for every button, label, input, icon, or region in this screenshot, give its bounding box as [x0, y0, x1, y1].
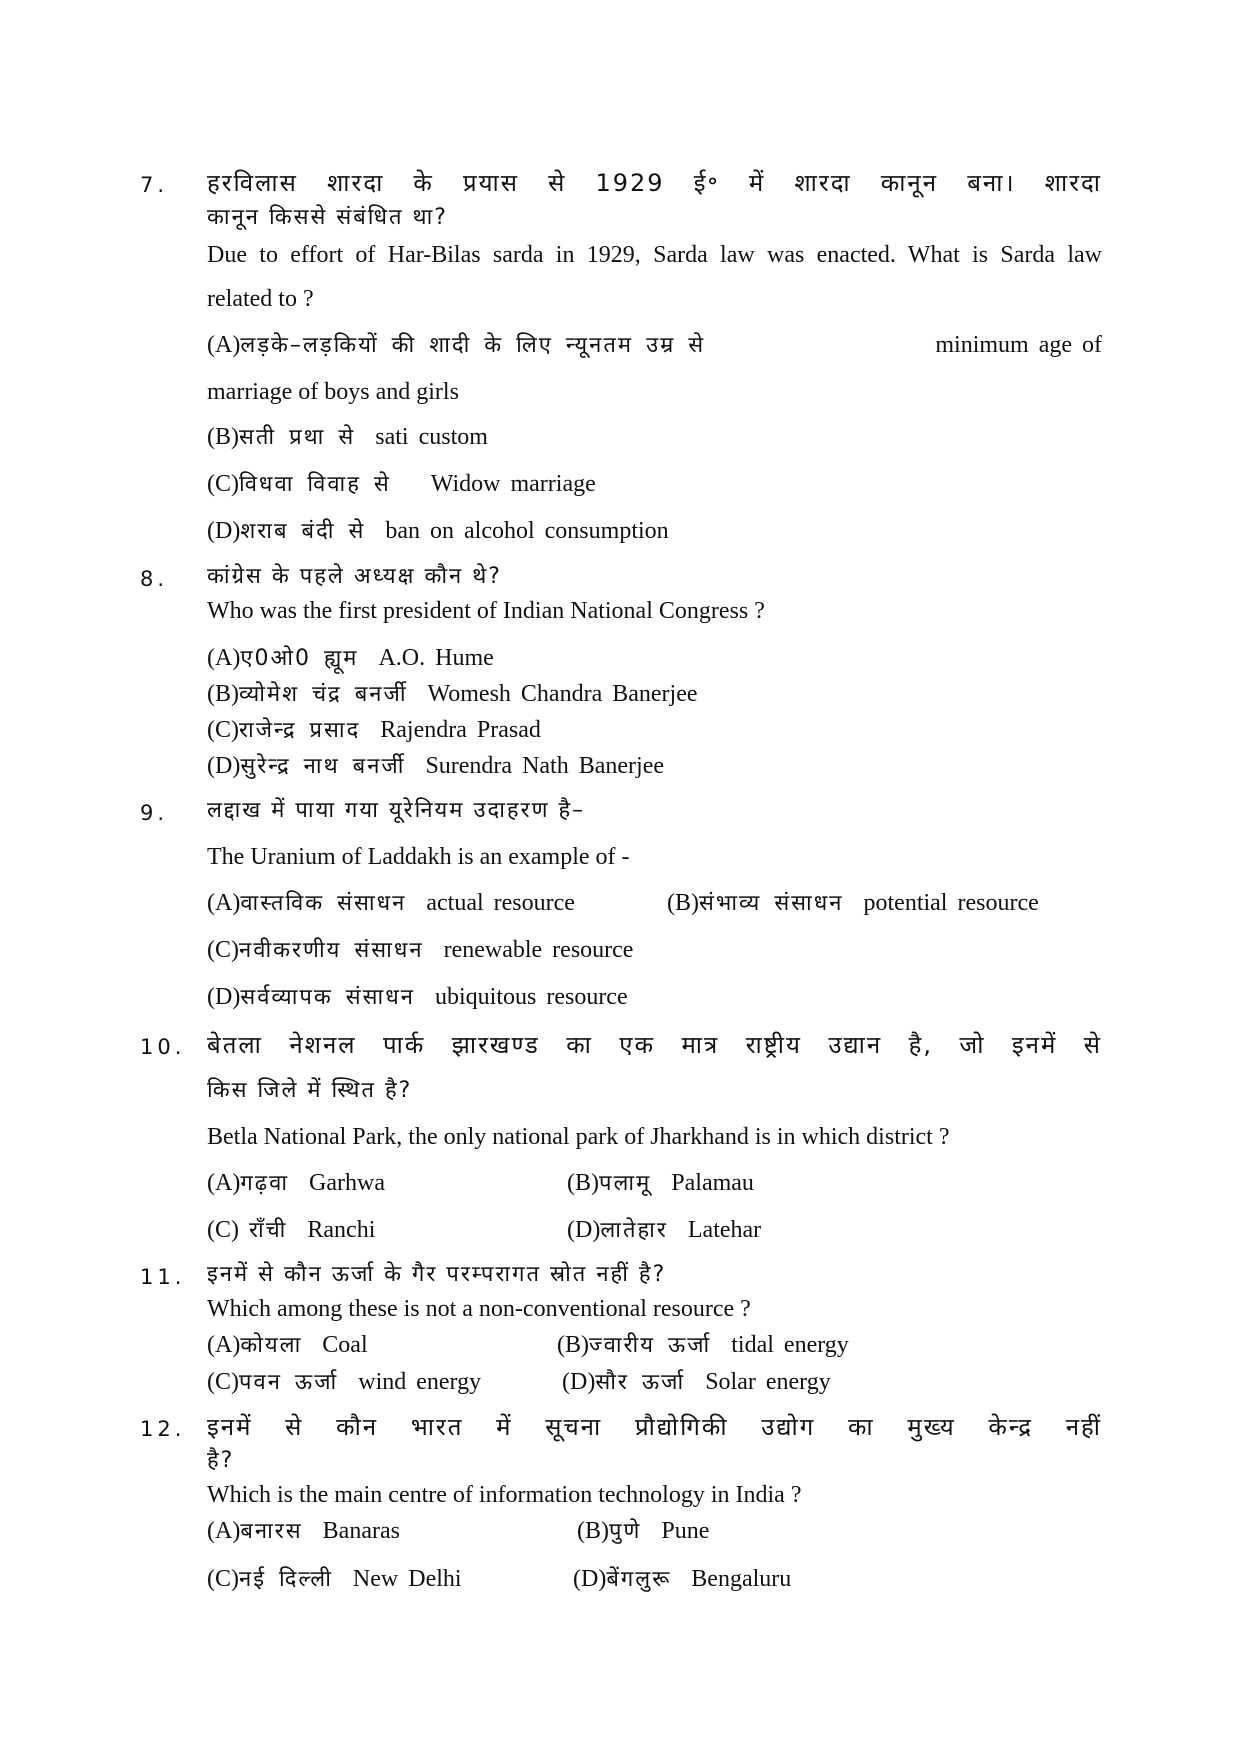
option-english: Widow marriage [430, 471, 596, 497]
question-hindi-text: किस जिले में स्थित है? [207, 1078, 413, 1103]
question-hindi-text: हरविलास शारदा के प्रयास से 1929 ई॰ में शारदा कानून बना। शारदा [207, 169, 1102, 197]
option-a [207, 330, 1102, 361]
question-english-text: Due to effort of Har-Bilas sarda in 1929, Sarda law was enacted. What is Sarda law [207, 242, 1102, 268]
option-english: Garhwa [309, 1170, 385, 1196]
option-d [562, 1367, 831, 1398]
option-hindi: बेंगलुरू [606, 1567, 672, 1592]
option-label: (A) [207, 1518, 241, 1544]
option-label: (B) [207, 681, 239, 707]
option-english: renewable resource [443, 937, 634, 963]
option-english: Solar energy [705, 1369, 831, 1395]
option-label: (C) [207, 1369, 239, 1395]
option-english: minimum age of [935, 332, 1102, 358]
option-english: Surendra Nath Banerjee [425, 753, 665, 779]
option-english: Womesh Chandra Banerjee [427, 681, 698, 707]
option-hindi: बनारस [240, 1519, 303, 1544]
option-label: (D) [207, 518, 241, 544]
option-b [207, 422, 488, 453]
option-hindi: गढ़वा [240, 1171, 290, 1196]
question-hindi-text: है? [207, 1448, 235, 1473]
option-b [557, 1330, 849, 1361]
option-english: Coal [322, 1332, 368, 1358]
option-a [207, 1516, 400, 1547]
option-d [207, 751, 664, 782]
option-hindi: सौर ऊर्जा [595, 1370, 686, 1395]
option-hindi: लातेहार [600, 1218, 668, 1243]
option-c [207, 469, 596, 500]
option-hindi: ए0ओ0 ह्यूम [240, 646, 359, 671]
option-d [207, 982, 628, 1013]
question-number: 11. [140, 1265, 186, 1289]
option-c [207, 1215, 375, 1246]
option-b [667, 888, 1039, 919]
option-english: Pune [661, 1518, 710, 1544]
option-english: actual resource [426, 890, 575, 916]
option-english: tidal energy [731, 1332, 849, 1358]
question-number: 10. [140, 1035, 186, 1059]
option-english: wind energy [358, 1369, 482, 1395]
option-c [207, 715, 541, 746]
option-hindi: नई दिल्ली [239, 1567, 333, 1592]
option-hindi: व्योमेश चंद्र बनर्जी [239, 682, 408, 707]
option-english: potential resource [863, 890, 1039, 916]
option-english: Bengaluru [691, 1566, 792, 1592]
option-b [207, 679, 698, 710]
option-hindi: राजेन्द्र प्रसाद [239, 718, 361, 743]
question-english-text: related to ? [207, 286, 314, 312]
option-c [207, 1367, 481, 1398]
option-label: (B) [207, 424, 239, 450]
option-hindi: पवन ऊर्जा [239, 1370, 339, 1395]
option-english: sati custom [375, 424, 488, 450]
option-hindi: राँची [249, 1218, 288, 1243]
option-label: (B) [667, 890, 699, 916]
option-english: ubiquitous resource [434, 984, 628, 1010]
option-english: Palamau [671, 1170, 754, 1196]
question-english-text: Who was the first president of Indian National Congress ? [207, 598, 765, 624]
option-label: (C) [207, 717, 239, 743]
option-label: (D) [573, 1566, 607, 1592]
option-english-continued: marriage of boys and girls [207, 379, 459, 405]
option-english: Rajendra Prasad [380, 717, 541, 743]
option-english: New Delhi [352, 1566, 462, 1592]
option-hindi: सती प्रथा से [239, 425, 356, 450]
option-label: (B) [567, 1170, 599, 1196]
option-label: (C) [207, 1566, 239, 1592]
option-label: (A) [207, 1332, 241, 1358]
option-d [567, 1215, 761, 1246]
question-number: 12. [140, 1417, 186, 1441]
option-label: (D) [562, 1369, 596, 1395]
option-c [207, 1564, 462, 1595]
option-hindi: सर्वव्यापक संसाधन [240, 985, 415, 1010]
option-label: (C) [207, 471, 239, 497]
option-label: (D) [207, 753, 241, 779]
option-label: (A) [207, 645, 241, 671]
question-number: 8. [140, 567, 169, 591]
question-english-text: The Uranium of Laddakh is an example of - [207, 844, 630, 870]
option-label: (B) [577, 1518, 609, 1544]
question-number: 7. [140, 173, 169, 197]
option-hindi: ज्वारीय ऊर्जा [589, 1333, 712, 1358]
option-hindi: विधवा विवाह से [239, 472, 391, 497]
option-hindi: वास्तविक संसाधन [240, 891, 407, 916]
option-a [207, 643, 494, 674]
option-label: (D) [207, 984, 241, 1010]
option-label: (C) [207, 937, 239, 963]
question-english-text: Which among these is not a non-conventional resource ? [207, 1296, 751, 1322]
option-d [573, 1564, 791, 1595]
option-hindi: पलामू [599, 1171, 652, 1196]
option-b [567, 1168, 754, 1199]
question-english-text: Betla National Park, the only national park of Jharkhand is in which district ? [207, 1124, 950, 1150]
option-english: Latehar [687, 1217, 762, 1243]
option-a [207, 1168, 385, 1199]
question-english-text: Which is the main centre of information technology in India ? [207, 1482, 802, 1508]
option-hindi: सुरेन्द्र नाथ बनर्जी [240, 754, 406, 779]
question-hindi-text: कांग्रेस के पहले अध्यक्ष कौन थे? [207, 564, 502, 589]
option-label: (D) [567, 1217, 601, 1243]
option-a [207, 888, 575, 919]
option-d [207, 516, 669, 547]
option-english: ban on alcohol consumption [385, 518, 669, 544]
question-number: 9. [140, 801, 169, 825]
option-hindi: संभाव्य संसाधन [699, 891, 844, 916]
option-hindi: पुणे [609, 1519, 642, 1544]
option-b [577, 1516, 709, 1547]
question-hindi-text: इनमें से कौन भारत में सूचना प्रौद्योगिकी उद्योग का मुख्य केन्द्र नहीं [207, 1413, 1102, 1441]
option-label: (A) [207, 1170, 241, 1196]
option-hindi: लड़के–लड़कियों की शादी के लिए न्यूनतम उम्र से [240, 333, 706, 358]
option-label: (A) [207, 890, 241, 916]
option-c [207, 935, 633, 966]
question-hindi-text: इनमें से कौन ऊर्जा के गैर परम्परागत स्रोत नहीं है? [207, 1262, 667, 1287]
option-english: Banaras [322, 1518, 400, 1544]
question-hindi-text: बेतला नेशनल पार्क झारखण्ड का एक मात्र राष्ट्रीय उद्यान है, जो इनमें से [207, 1031, 1102, 1059]
option-english: A.O. Hume [378, 645, 494, 671]
option-hindi: शराब बंदी से [240, 519, 366, 544]
option-hindi: कोयला [240, 1333, 303, 1358]
question-hindi-text: कानून किससे संबंधित था? [207, 205, 448, 230]
option-label: (A) [207, 332, 241, 358]
option-label: (C) [207, 1217, 239, 1243]
option-a [207, 1330, 368, 1361]
option-english: Ranchi [307, 1217, 376, 1243]
question-hindi-text: लद्दाख में पाया गया यूरेनियम उदाहरण है– [207, 798, 586, 823]
option-hindi: नवीकरणीय संसाधन [239, 938, 424, 963]
option-label: (B) [557, 1332, 589, 1358]
